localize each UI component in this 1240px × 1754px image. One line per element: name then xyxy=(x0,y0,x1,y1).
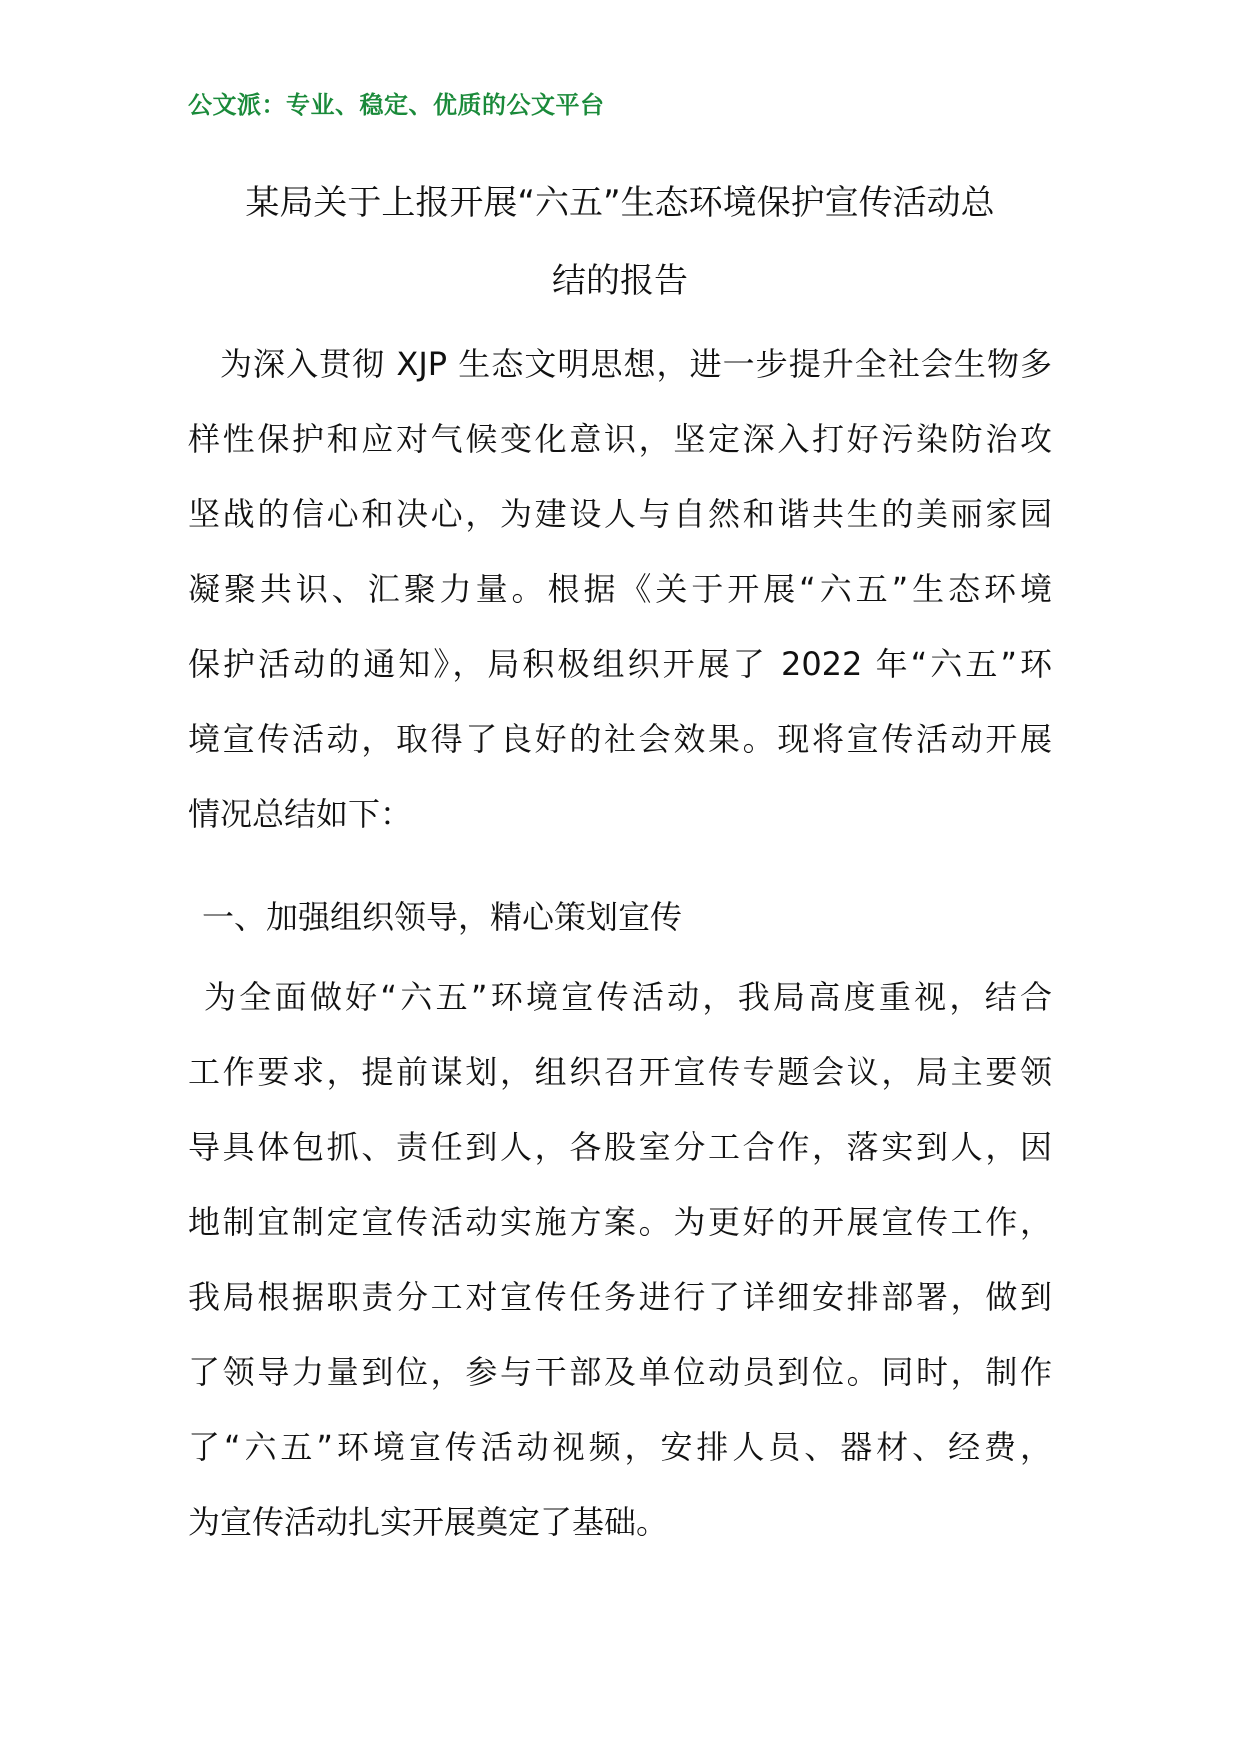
title-line: 结的报告 xyxy=(552,261,688,301)
paragraph-line: 地制宜制定宣传活动实施方案。为更好的开展宣传工作， xyxy=(188,1203,1052,1241)
paragraph-line: 了领导力量到位，参与干部及单位动员到位。同时，制作 xyxy=(188,1353,1052,1391)
paragraph-line: 为宣传活动扎实开展奠定了基础。 xyxy=(188,1503,669,1541)
paragraph-line: 了“六五”环境宣传活动视频，安排人员、器材、经费， xyxy=(188,1428,1052,1466)
paragraph-line: 坚战的信心和决心，为建设人与自然和谐共生的美丽家园 xyxy=(188,495,1052,533)
paragraph-line: 样性保护和应对气候变化意识，坚定深入打好污染防治攻 xyxy=(188,420,1052,458)
section-paragraph xyxy=(188,960,1052,1560)
section-heading-text: 一、加强组织领导，精心策划宣传 xyxy=(202,898,683,936)
paragraph-line: 保护活动的通知》，局积极组织开展了 2022 年“六五”环 xyxy=(188,645,1052,683)
site-header xyxy=(188,88,605,122)
paragraph-line: 我局根据职责分工对宣传任务进行了详细安排部署，做到 xyxy=(188,1278,1052,1316)
document-title xyxy=(188,164,1052,320)
paragraph-line: 境宣传活动，取得了良好的社会效果。现将宣传活动开展 xyxy=(188,720,1052,758)
paragraph-line: 凝聚共识、汇聚力量。根据《关于开展“六五”生态环境 xyxy=(188,570,1052,608)
paragraph-line: 导具体包抓、责任到人，各股室分工合作，落实到人，因 xyxy=(188,1128,1052,1166)
paragraph-line: 工作要求，提前谋划，组织召开宣传专题会议，局主要领 xyxy=(188,1053,1052,1091)
paragraph-line: 情况总结如下： xyxy=(188,795,413,833)
title-line: 某局关于上报开展“六五”生态环境保护宣传活动总 xyxy=(245,183,995,223)
intro-paragraph xyxy=(188,327,1052,852)
paragraph-line: 为深入贯彻 XJP 生态文明思想，进一步提升全社会生物多 xyxy=(220,345,1052,383)
section-heading xyxy=(188,880,1066,955)
paragraph-line: 为全面做好“六五”环境宣传活动，我局高度重视，结合 xyxy=(204,978,1052,1016)
site-header-text: 公文派：专业、稳定、优质的公文平台 xyxy=(188,91,605,119)
